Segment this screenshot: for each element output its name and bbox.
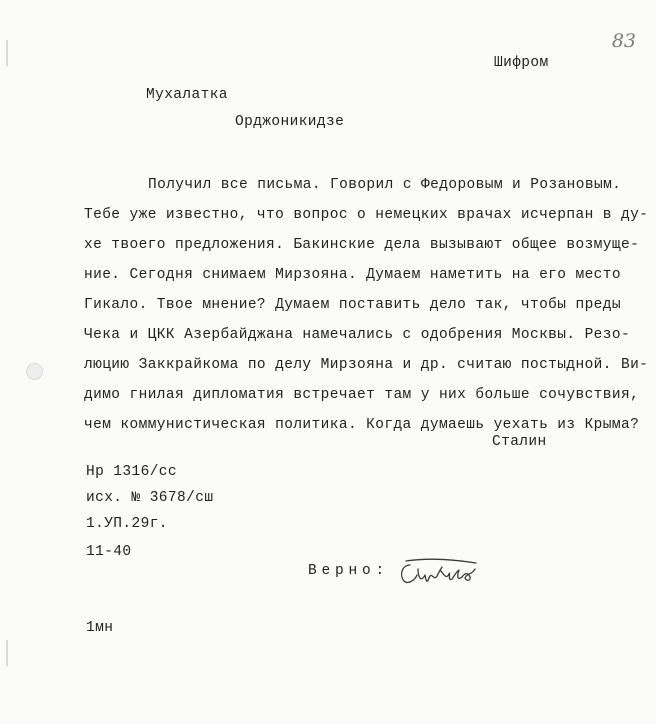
scan-edge-mark [6, 640, 8, 666]
copies-count: 1мн [86, 620, 114, 636]
scan-edge-mark [6, 40, 8, 66]
handwritten-signature [396, 553, 480, 593]
registry-date: 1.УП.29г. [86, 516, 168, 532]
outgoing-number: исх. № 3678/сш [86, 490, 214, 506]
recipient-location: Мухалатка [146, 87, 228, 103]
registry-number: Нр 1316/сс [86, 464, 178, 480]
body-line: Тебе уже известно, что вопрос о немецких врачах исчерпан в ду- [84, 207, 649, 223]
registry-time: 11-40 [86, 544, 132, 560]
body-line: димо гнилая дипломатия встречает там у них больше сочувствия, [84, 387, 640, 403]
recipient-surname: Орджоникидзе [235, 114, 345, 130]
body-line: ние. Сегодня снимаем Мирзояна. Думаем наметить на его место [84, 267, 621, 283]
punch-hole [26, 363, 43, 380]
transmission-method: Шифром [494, 55, 549, 71]
body-line: Чека и ЦКК Азербайджана намечались с одобрения Москвы. Резо- [84, 327, 631, 343]
body-line: Гикало. Твое мнение? Думаем поставить дело так, чтобы преды [84, 297, 621, 313]
page-number: 83 [611, 30, 636, 52]
body-line: чем коммунистическая политика. Когда думаешь уехать из Крыма? [84, 417, 640, 433]
letter-body [84, 170, 649, 440]
body-line: хе твоего предложения. Бакинские дела вызывают общее возмуще- [84, 237, 640, 253]
verification-label: Верно: [308, 563, 390, 579]
body-line: люцию Заккрайкома по делу Мирзояна и др. считаю постыдной. Ви- [84, 357, 649, 373]
signatory-name: Сталин [492, 434, 547, 450]
body-line: Получил все письма. Говорил с Федоровым и Розановым. [148, 177, 622, 193]
